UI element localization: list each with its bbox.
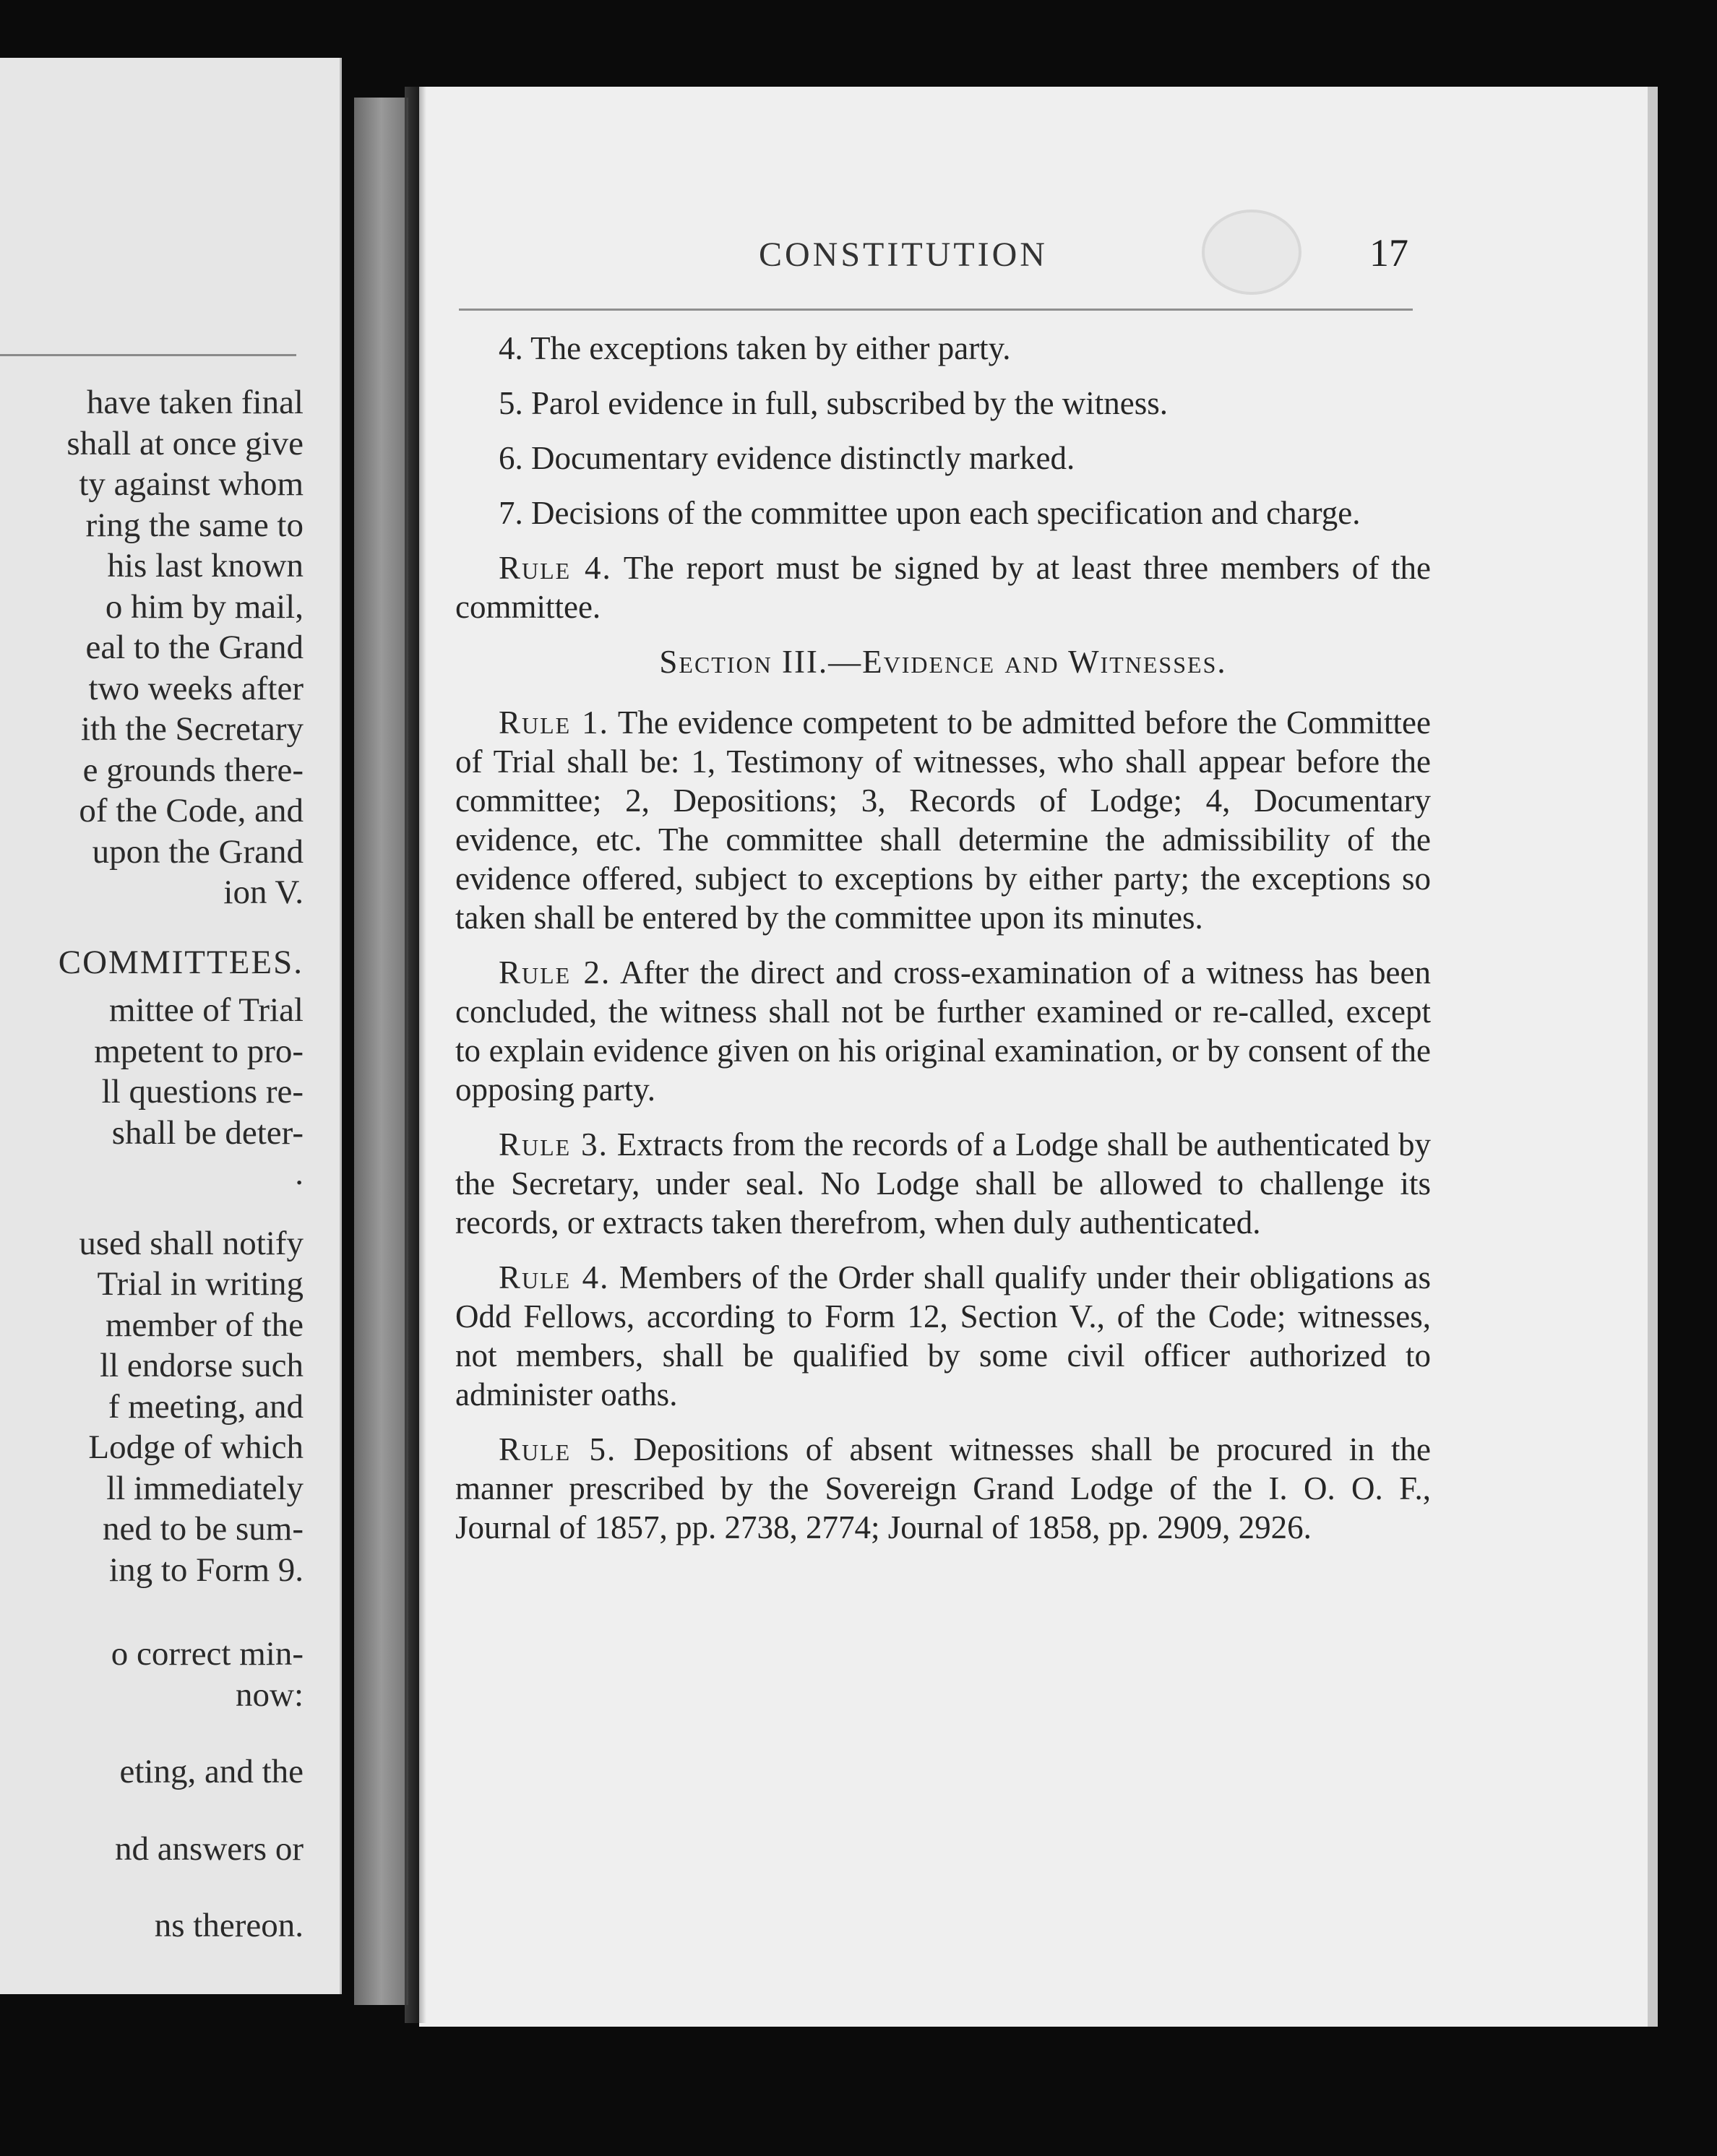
page-body [455, 329, 1431, 1563]
list-item-5: 5. Parol evidence in full, subscribed by the witness. [499, 385, 1169, 421]
list-item-7: 7. Decisions of the committee upon each specification and charge. [499, 495, 1361, 531]
left-page-line: used shall notify [79, 1224, 304, 1262]
left-page-line: have taken final [86, 384, 304, 421]
left-page-line: member of the [105, 1306, 304, 1344]
rule-paragraph [455, 1125, 1431, 1242]
page-edge-shadow [405, 87, 426, 2023]
rule-text: Members of the Order shall qualify under their obligations as Odd Fellows, according to Form 12, Section V., of the Code; witnesses, not members, shall be qualified by some civil officer authorized to administer oaths. [455, 1259, 1431, 1413]
rule-paragraph [455, 1258, 1431, 1414]
left-page-line: Trial in writing [97, 1265, 304, 1303]
left-page-line: o correct min- [111, 1635, 304, 1673]
list-item-4: 4. The exceptions taken by either party. [499, 330, 1011, 366]
left-page-line: upon the Grand [92, 832, 304, 871]
left-page-line: now: [236, 1676, 304, 1714]
left-page-line: mpetent to pro- [94, 1032, 304, 1070]
list-item-6: 6. Documentary evidence distinctly marked. [499, 440, 1075, 476]
rule-label: Rule 1. [499, 704, 609, 741]
section-heading: Section III.—Evidence and Witnesses. [659, 644, 1227, 680]
left-page-line: f meeting, and [108, 1387, 304, 1426]
left-page-line: eting, and the [119, 1753, 304, 1790]
rule-label: Rule 5. [499, 1431, 617, 1467]
left-page-line: mittee of Trial [109, 991, 304, 1029]
left-page-line: ion V. [223, 874, 304, 911]
left-page-line: ith the Secretary [81, 710, 304, 748]
left-page-line: ned to be sum- [102, 1510, 304, 1548]
left-page-line: shall at once give [66, 424, 304, 462]
left-page-line: of the Code, and [79, 792, 304, 829]
left-page-line: his last known [107, 547, 304, 585]
left-page-line: ll endorse such [100, 1347, 304, 1384]
rule-label: Rule 4. [499, 1259, 610, 1295]
left-page-line: e grounds there- [82, 751, 304, 789]
left-page-line: eal to the Grand [85, 629, 304, 666]
header-rule [459, 309, 1413, 311]
rule-text: Extracts from the records of a Lodge shall be authenticated by the Secretary, under seal. No Lodge shall be allowed to challenge its records, or extracts taken therefrom, when duly authenticated. [455, 1126, 1432, 1241]
previous-rule-4 [455, 548, 1431, 626]
rule-text: The report must be signed by at least three members of the committee. [455, 550, 1432, 625]
left-page-line: ty against whom [79, 465, 304, 503]
right-page [419, 87, 1658, 2027]
left-page-rule [0, 354, 296, 356]
left-page-line: nd answers or [114, 1829, 304, 1868]
left-page-line: ll questions re- [101, 1073, 304, 1111]
running-title: CONSTITUTION [759, 236, 1048, 274]
book-gutter [354, 98, 408, 2005]
page-number: 17 [1369, 231, 1408, 275]
page-header [419, 231, 1648, 293]
rule-label: Rule 3. [499, 1126, 608, 1163]
rule-paragraph [455, 1430, 1431, 1547]
left-page-line: two weeks after [88, 669, 304, 707]
left-page-line: shall be deter- [111, 1113, 304, 1152]
rules-list [455, 703, 1431, 1547]
rule-label: Rule 2. [499, 954, 611, 991]
left-page-line: o him by mail, [105, 587, 304, 626]
rule-paragraph [455, 953, 1431, 1109]
left-page-line: ing to Form 9. [109, 1551, 304, 1589]
rule-text: Depositions of absent witnesses shall be procured in the manner prescribed by the Sovereign Grand Lodge of the I. O. O. F., Journal of 1857, pp. 2738, 2774; Journal of 1858, pp. 2909, 2926. [455, 1431, 1432, 1545]
left-page-line: COMMITTEES. [58, 943, 304, 981]
rule-text: The evidence competent to be admitted before the Committee of Trial shall be: 1, Testimony of witnesses, who shall appear before the committee; 2, Depositions; 3, Records of Lodge; 4, Documentary evidence, etc. The committee shall determine the admissibility of the evidence offered, subject to exceptions by either party; the exceptions so taken shall be entered by the committee upon its minutes. [455, 704, 1431, 936]
left-page-line: ns thereon. [154, 1907, 304, 1944]
left-page [0, 58, 342, 1994]
left-page-line: ll immediately [106, 1469, 304, 1507]
rule-text: After the direct and cross-examination of a witness has been concluded, the witness shall not be further examined or re-called, except to explain evidence given on his original examination, or by consent of the opposing party. [455, 954, 1431, 1108]
rule-paragraph [455, 703, 1431, 937]
rule-label: Rule 4. [499, 550, 612, 586]
left-page-line: Lodge of which [88, 1428, 304, 1466]
left-page-line: ring the same to [85, 506, 304, 544]
left-page-line: . [295, 1155, 304, 1192]
